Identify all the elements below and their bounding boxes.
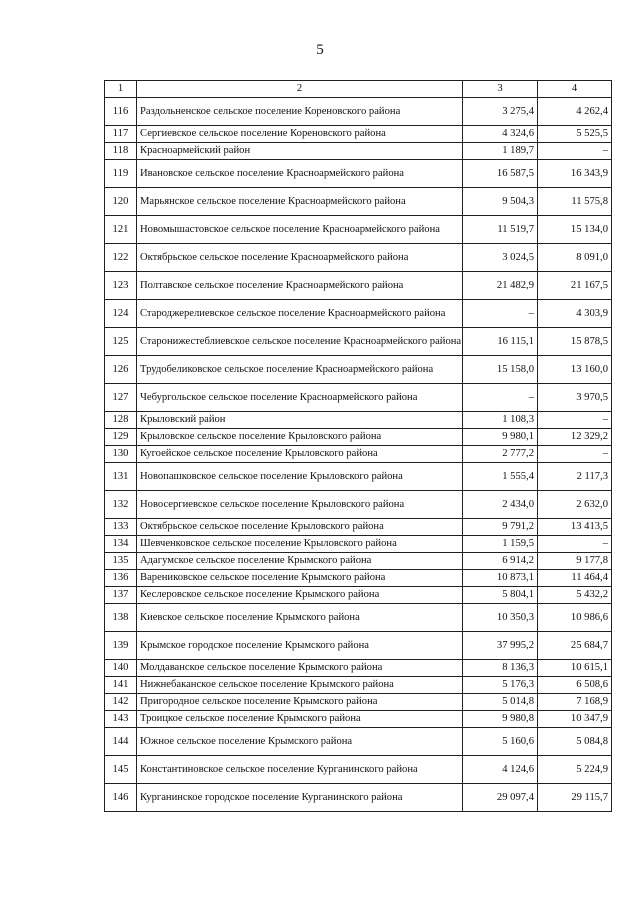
value-col-4: 5 084,8	[538, 728, 612, 756]
row-number: 125	[105, 328, 137, 356]
settlement-name	[137, 728, 463, 756]
value-col-3: 9 504,3	[463, 188, 538, 216]
row-number: 124	[105, 300, 137, 328]
value-col-3: 8 136,3	[463, 660, 538, 677]
row-number: 130	[105, 446, 137, 463]
value-col-3: 11 519,7	[463, 216, 538, 244]
table-row	[105, 126, 612, 143]
row-number: 141	[105, 677, 137, 694]
value-col-3: 5 160,6	[463, 728, 538, 756]
header-col-4: 4	[538, 81, 612, 98]
table-row	[105, 384, 612, 412]
row-number: 126	[105, 356, 137, 384]
row-number: 144	[105, 728, 137, 756]
settlement-name: Крыловский район	[137, 412, 463, 429]
row-number: 138	[105, 604, 137, 632]
table-row	[105, 570, 612, 587]
row-number: 119	[105, 160, 137, 188]
value-col-4: 11 575,8	[538, 188, 612, 216]
settlement-name-text: Киевское сельское поселение Крымского района	[140, 611, 360, 623]
value-col-3: 1 189,7	[463, 143, 538, 160]
settlement-name: Октябрьское сельское поселение Крыловского района	[137, 519, 463, 536]
row-number: 142	[105, 694, 137, 711]
row-number: 146	[105, 784, 137, 812]
row-number: 122	[105, 244, 137, 272]
value-col-3: 3 275,4	[463, 98, 538, 126]
table-row	[105, 728, 612, 756]
header-col-3: 3	[463, 81, 538, 98]
table-row	[105, 216, 612, 244]
value-col-4: 7 168,9	[538, 694, 612, 711]
table-row	[105, 604, 612, 632]
value-col-4: –	[538, 143, 612, 160]
value-col-4: 5 224,9	[538, 756, 612, 784]
row-number: 139	[105, 632, 137, 660]
table-row	[105, 188, 612, 216]
value-col-3: 9 980,1	[463, 429, 538, 446]
value-col-4: 5 432,2	[538, 587, 612, 604]
value-col-4: 5 525,5	[538, 126, 612, 143]
settlement-name: Сергиевское сельское поселение Кореновского района	[137, 126, 463, 143]
value-col-4: 4 262,4	[538, 98, 612, 126]
value-col-4: –	[538, 536, 612, 553]
table-row	[105, 446, 612, 463]
row-number: 140	[105, 660, 137, 677]
value-col-3: 15 158,0	[463, 356, 538, 384]
value-col-3: 2 777,2	[463, 446, 538, 463]
value-col-3: 5 804,1	[463, 587, 538, 604]
header-col-2: 2	[137, 81, 463, 98]
value-col-4: 13 160,0	[538, 356, 612, 384]
table-row	[105, 328, 612, 356]
table-row	[105, 244, 612, 272]
data-table	[104, 80, 612, 812]
settlement-name	[137, 604, 463, 632]
page-number: 5	[316, 42, 324, 58]
row-number: 123	[105, 272, 137, 300]
table-row	[105, 160, 612, 188]
value-col-3: 9 980,8	[463, 711, 538, 728]
table-row	[105, 677, 612, 694]
table-row	[105, 519, 612, 536]
value-col-4: 16 343,9	[538, 160, 612, 188]
value-col-3: –	[463, 384, 538, 412]
value-col-4: 3 970,5	[538, 384, 612, 412]
value-col-4: 13 413,5	[538, 519, 612, 536]
value-col-4: 25 684,7	[538, 632, 612, 660]
table-row	[105, 300, 612, 328]
table-row	[105, 412, 612, 429]
value-col-4: –	[538, 446, 612, 463]
settlement-name-text: Южное сельское поселение Крымского района	[140, 735, 353, 747]
value-col-4: 15 134,0	[538, 216, 612, 244]
table-row	[105, 491, 612, 519]
value-col-4: 10 986,6	[538, 604, 612, 632]
settlement-name: Варениковское сельское поселение Крымского района	[137, 570, 463, 587]
settlement-name: Курганинское городское поселение Курганинского района	[137, 784, 463, 812]
value-col-4: 2 632,0	[538, 491, 612, 519]
table-row	[105, 784, 612, 812]
table-row	[105, 463, 612, 491]
value-col-3: –	[463, 300, 538, 328]
settlement-name: Молдаванское сельское поселение Крымского района	[137, 660, 463, 677]
settlement-name: Ивановское сельское поселение Красноармейского района	[137, 160, 463, 188]
table-row	[105, 660, 612, 677]
settlement-name: Новосергиевское сельское поселение Крыловского района	[137, 491, 463, 519]
value-col-3: 16 587,5	[463, 160, 538, 188]
row-number: 137	[105, 587, 137, 604]
value-col-3: 5 176,3	[463, 677, 538, 694]
settlement-name: Кеслеровское сельское поселение Крымского района	[137, 587, 463, 604]
row-number: 118	[105, 143, 137, 160]
value-col-3: 5 014,8	[463, 694, 538, 711]
row-number: 129	[105, 429, 137, 446]
value-col-4: 6 508,6	[538, 677, 612, 694]
settlement-name: Красноармейский район	[137, 143, 463, 160]
row-number: 116	[105, 98, 137, 126]
value-col-4: 15 878,5	[538, 328, 612, 356]
row-number: 135	[105, 553, 137, 570]
value-col-3: 1 555,4	[463, 463, 538, 491]
row-number: 117	[105, 126, 137, 143]
settlement-name: Пригородное сельское поселение Крымского района	[137, 694, 463, 711]
value-col-4: 10 615,1	[538, 660, 612, 677]
settlement-name: Трудобеликовское сельское поселение Красноармейского района	[137, 356, 463, 384]
row-number: 120	[105, 188, 137, 216]
value-col-4: 2 117,3	[538, 463, 612, 491]
settlement-name: Константиновское сельское поселение Курганинского района	[137, 756, 463, 784]
value-col-4: 12 329,2	[538, 429, 612, 446]
settlement-name: Раздольненское сельское поселение Кореновского района	[137, 98, 463, 126]
row-number: 145	[105, 756, 137, 784]
value-col-4: 10 347,9	[538, 711, 612, 728]
value-col-4: –	[538, 412, 612, 429]
table-header-row	[105, 81, 612, 98]
value-col-3: 37 995,2	[463, 632, 538, 660]
settlement-name-text: Крымское городское поселение Крымского района	[140, 639, 370, 651]
table-row	[105, 429, 612, 446]
value-col-4: 8 091,0	[538, 244, 612, 272]
table-row	[105, 694, 612, 711]
value-col-3: 9 791,2	[463, 519, 538, 536]
value-col-3: 1 108,3	[463, 412, 538, 429]
value-col-3: 4 324,6	[463, 126, 538, 143]
row-number: 136	[105, 570, 137, 587]
value-col-4: 29 115,7	[538, 784, 612, 812]
settlement-name: Марьянское сельское поселение Красноармейского района	[137, 188, 463, 216]
settlement-name: Октябрьское сельское поселение Красноармейского района	[137, 244, 463, 272]
row-number: 143	[105, 711, 137, 728]
value-col-3: 6 914,2	[463, 553, 538, 570]
settlement-name: Нижнебаканское сельское поселение Крымского района	[137, 677, 463, 694]
value-col-3: 21 482,9	[463, 272, 538, 300]
settlement-name: Адагумское сельское поселение Крымского района	[137, 553, 463, 570]
table-row	[105, 553, 612, 570]
value-col-3: 29 097,4	[463, 784, 538, 812]
settlement-name: Старонижестеблиевское сельское поселение Красноармейского района	[137, 328, 463, 356]
value-col-3: 16 115,1	[463, 328, 538, 356]
value-col-3: 1 159,5	[463, 536, 538, 553]
table-row	[105, 632, 612, 660]
row-number: 133	[105, 519, 137, 536]
value-col-4: 4 303,9	[538, 300, 612, 328]
settlement-name: Чебургольское сельское поселение Красноармейского района	[137, 384, 463, 412]
settlement-name: Полтавское сельское поселение Красноармейского района	[137, 272, 463, 300]
value-col-4: 11 464,4	[538, 570, 612, 587]
row-number: 132	[105, 491, 137, 519]
table-row	[105, 356, 612, 384]
value-col-4: 9 177,8	[538, 553, 612, 570]
value-col-3: 4 124,6	[463, 756, 538, 784]
table-row	[105, 272, 612, 300]
value-col-3: 2 434,0	[463, 491, 538, 519]
settlement-name: Староджерелиевское сельское поселение Красноармейского района	[137, 300, 463, 328]
row-number: 127	[105, 384, 137, 412]
settlement-name	[137, 632, 463, 660]
settlement-name: Новопашковское сельское поселение Крыловского района	[137, 463, 463, 491]
table-row	[105, 711, 612, 728]
value-col-3: 10 873,1	[463, 570, 538, 587]
table-row	[105, 536, 612, 553]
settlement-name: Троицкое сельское поселение Крымского района	[137, 711, 463, 728]
table-body	[105, 81, 612, 812]
row-number: 128	[105, 412, 137, 429]
settlement-name: Шевченковское сельское поселение Крыловского района	[137, 536, 463, 553]
settlement-name: Крыловское сельское поселение Крыловского района	[137, 429, 463, 446]
row-number: 131	[105, 463, 137, 491]
header-col-1: 1	[105, 81, 137, 98]
settlement-name: Новомышастовское сельское поселение Красноармейского района	[137, 216, 463, 244]
table-row	[105, 98, 612, 126]
table-row	[105, 143, 612, 160]
row-number: 134	[105, 536, 137, 553]
value-col-3: 10 350,3	[463, 604, 538, 632]
table-row	[105, 756, 612, 784]
value-col-4: 21 167,5	[538, 272, 612, 300]
table-row	[105, 587, 612, 604]
value-col-3: 3 024,5	[463, 244, 538, 272]
settlement-name: Кугоейское сельское поселение Крыловского района	[137, 446, 463, 463]
row-number: 121	[105, 216, 137, 244]
